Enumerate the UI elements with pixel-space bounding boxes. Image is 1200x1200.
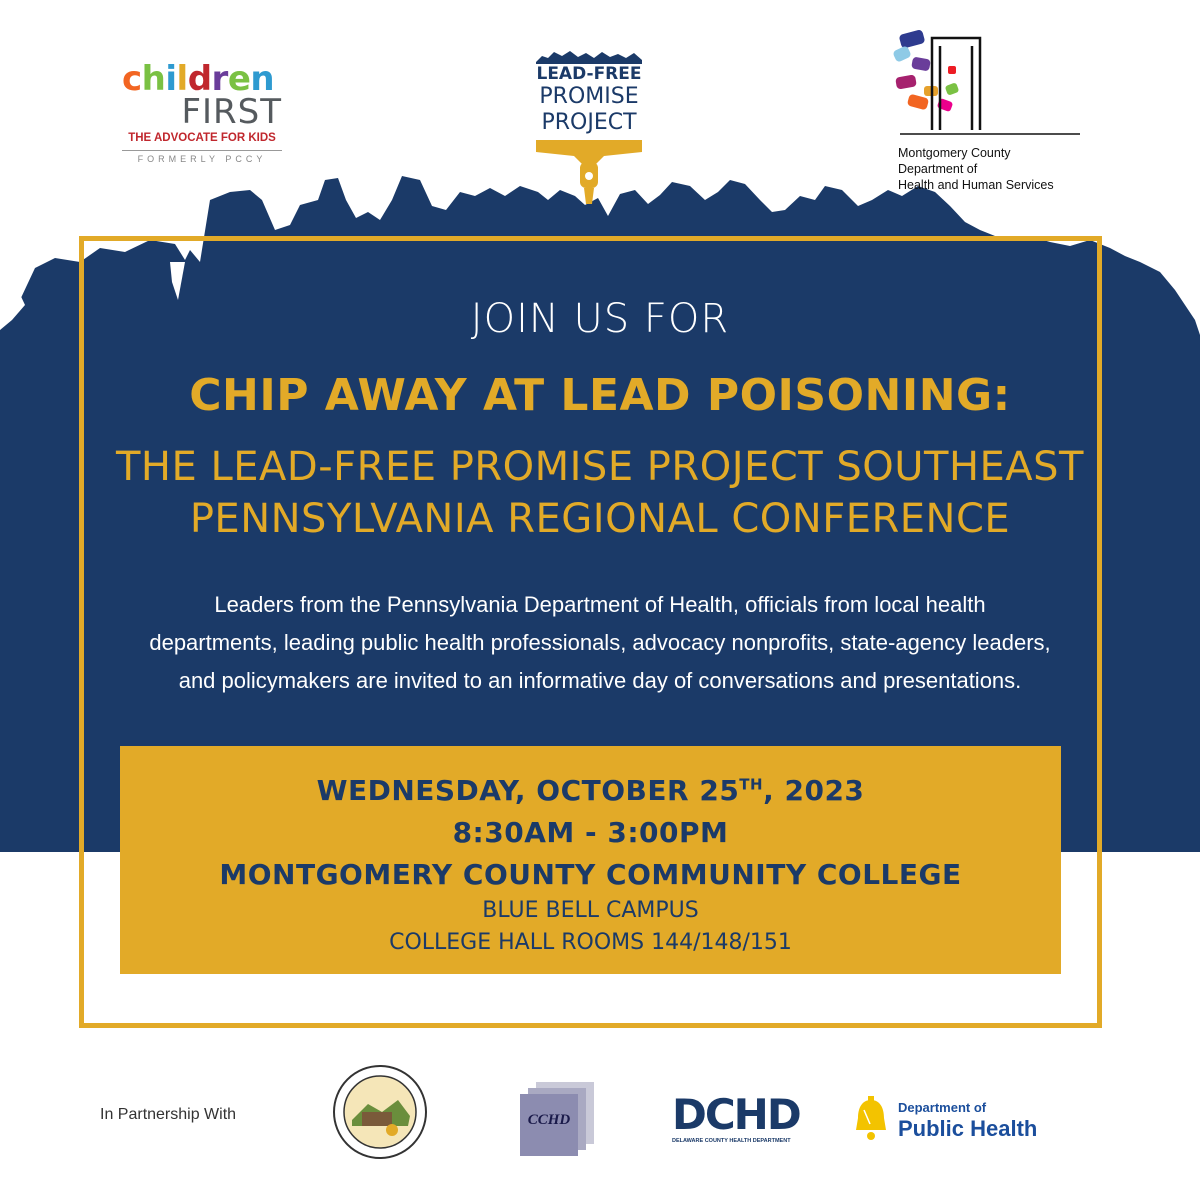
event-rooms: COLLEGE HALL ROOMS 144/148/151 <box>389 930 792 955</box>
department-of-public-health-logo <box>850 1096 1060 1146</box>
event-date-main: WEDNESDAY, OCTOBER 25 <box>316 774 740 807</box>
lead-free-promise-logo <box>534 48 644 208</box>
lead-free-line3: PROJECT <box>541 110 637 135</box>
children-letter: l <box>176 59 188 99</box>
doorway-leaves-icon <box>890 30 1090 140</box>
cchd-logo <box>516 1082 596 1158</box>
children-first-tagline: THE ADVOCATE FOR KIDS <box>128 132 276 144</box>
event-date-year: , 2023 <box>763 774 865 807</box>
dchd-text: DCHD <box>672 1090 800 1139</box>
conference-subtitle-line1: THE LEAD-FREE PROMISE PROJECT SOUTHEAST <box>116 444 1084 490</box>
children-letter: h <box>141 59 166 99</box>
liberty-bell-icon <box>850 1096 892 1144</box>
children-letter: n <box>250 59 275 99</box>
description-line: Leaders from the Pennsylvania Department of Health, officials from local health <box>214 592 986 617</box>
children-first-logo <box>122 59 287 164</box>
cchd-text: CCHD <box>527 1112 571 1128</box>
children-letter: i <box>165 59 177 99</box>
children-word <box>122 59 287 99</box>
event-date-sup: TH <box>739 775 764 794</box>
dchd-logo <box>672 1090 800 1144</box>
join-us-heading: JOIN US FOR <box>470 296 730 342</box>
children-letter: r <box>211 59 228 99</box>
montgomery-line1: Montgomery County <box>898 146 1011 160</box>
conference-headline: CHIP AWAY AT LEAD POISONING: <box>189 370 1011 421</box>
lead-free-line1: LEAD-FREE <box>536 64 642 84</box>
children-letter: c <box>122 59 142 99</box>
bucks-county-seal-logo <box>332 1064 428 1160</box>
event-details-box <box>120 746 1061 974</box>
event-venue: MONTGOMERY COUNTY COMMUNITY COLLEGE <box>219 858 962 891</box>
montgomery-line2: Department of <box>898 162 978 176</box>
lead-free-line2: PROMISE <box>539 84 639 109</box>
doh-line1: Department of <box>898 1100 987 1115</box>
event-time: 8:30AM - 3:00PM <box>452 816 729 849</box>
children-letter: e <box>227 59 251 99</box>
children-first-formerly: FORMERLY PCCY <box>137 154 267 164</box>
description-line: departments, leading public health professionals, advocacy nonprofits, state-agency leaders, <box>149 630 1051 655</box>
first-word: FIRST <box>181 92 282 132</box>
county-seal-icon <box>332 1064 428 1160</box>
children-letter: d <box>187 59 212 99</box>
conference-subtitle-line2: PENNSYLVANIA REGIONAL CONFERENCE <box>189 496 1011 542</box>
event-campus: BLUE BELL CAMPUS <box>482 898 699 923</box>
description-line: and policymakers are invited to an informative day of conversations and presentations. <box>178 668 1022 693</box>
doh-line2: Public Health <box>898 1116 1038 1141</box>
partnership-label: In Partnership With <box>100 1106 237 1123</box>
montgomery-county-logo <box>890 30 1090 200</box>
conference-description <box>100 586 1100 700</box>
montgomery-line3: Health and Human Services <box>898 178 1054 192</box>
event-date <box>120 774 1061 807</box>
dchd-subtext: DELAWARE COUNTY HEALTH DEPARTMENT <box>672 1138 791 1144</box>
